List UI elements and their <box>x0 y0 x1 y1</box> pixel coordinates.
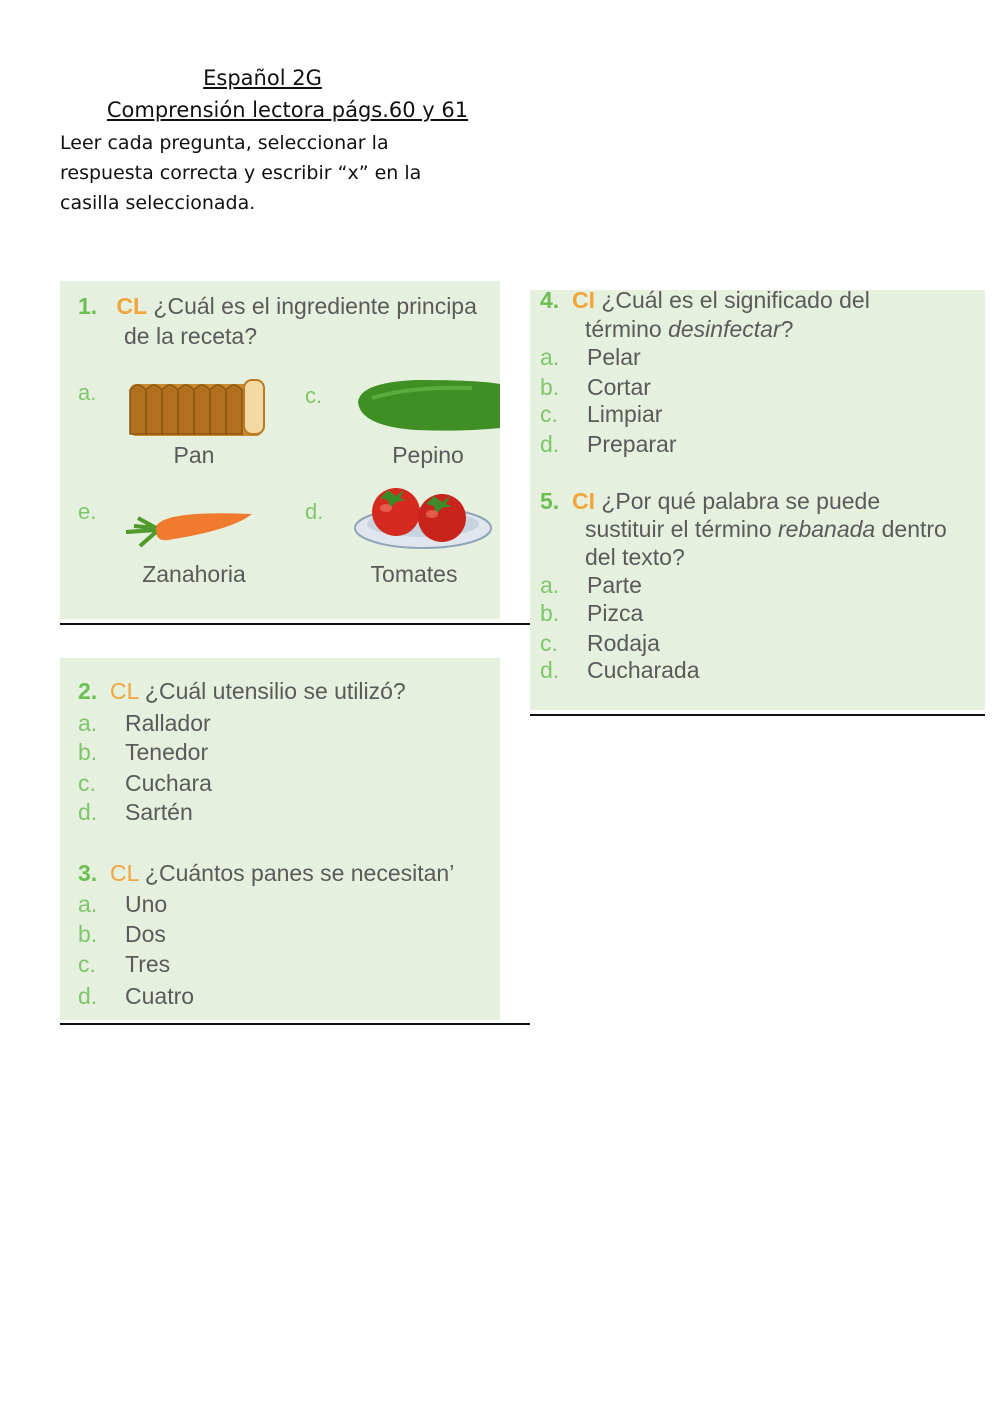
option-label: Dos <box>125 921 166 947</box>
emphasized-term: rebanada <box>778 516 876 542</box>
option-letter: c. <box>540 630 558 656</box>
option <box>540 343 641 371</box>
tomatoes-icon <box>354 484 492 556</box>
option-letter: e. <box>78 499 97 524</box>
option-label: Pelar <box>587 344 641 370</box>
option-label: Tomates <box>370 561 458 587</box>
option <box>78 920 166 948</box>
option-label: Uno <box>125 891 168 917</box>
question-4-text <box>540 286 870 314</box>
bread-icon <box>126 376 266 438</box>
option <box>540 400 662 428</box>
option-label: Limpiar <box>587 401 663 427</box>
option <box>78 769 212 797</box>
question-number: 3. <box>78 860 98 886</box>
option-label: Pizca <box>587 600 644 626</box>
option-label: Cuatro <box>125 983 195 1009</box>
option-label: Tres <box>125 951 171 977</box>
text-segment: ? <box>780 316 794 342</box>
option-letter: a. <box>78 891 98 917</box>
question-line-1: ¿Cuántos panes se necesitan’ <box>144 860 455 886</box>
option-letter: d. <box>540 657 560 683</box>
option <box>78 798 193 826</box>
question-1-text <box>78 292 500 320</box>
worksheet-header <box>60 62 469 218</box>
option-label: Tenedor <box>125 739 209 765</box>
question-3-text <box>78 859 500 887</box>
option-letter: a. <box>78 710 98 736</box>
option <box>78 709 211 737</box>
question-5-text <box>540 487 880 515</box>
question-number: 5. <box>540 488 560 514</box>
option-label: Pepino <box>392 442 464 468</box>
option <box>540 629 660 657</box>
question-line-1: ¿Por qué palabra se puede <box>601 488 881 514</box>
question-5-line-3: del texto? <box>585 544 685 570</box>
page-subtitle: Comprensión lectora págs.60 y 61 <box>106 98 469 122</box>
question-number: 2. <box>78 678 98 704</box>
option-letter: b. <box>540 600 560 626</box>
option-letter: c. <box>78 951 96 977</box>
option-letter: d. <box>540 431 560 457</box>
option-letter: b. <box>78 921 98 947</box>
option-label: Rodaja <box>587 630 660 656</box>
option-label: Cuchara <box>125 770 212 796</box>
cucumber-icon <box>352 378 500 432</box>
question-line-1: ¿Cuál es el significado del <box>601 287 870 313</box>
question-line-1: ¿Cuál es el ingrediente principa <box>153 293 477 319</box>
option-letter: c. <box>540 401 558 427</box>
text-segment: dentro <box>875 516 947 542</box>
question-number: 4. <box>540 287 560 313</box>
carrot-icon <box>120 506 256 548</box>
option <box>78 982 194 1010</box>
option-label: Cortar <box>587 374 651 400</box>
option-letter: b. <box>78 739 98 765</box>
page-title: Español 2G <box>203 66 322 90</box>
option-label: Pan <box>173 442 215 468</box>
option-letter: b. <box>540 374 560 400</box>
option-letter: d. <box>78 799 98 825</box>
option-label: Zanahoria <box>142 561 246 587</box>
question-4-line-2 <box>585 315 793 343</box>
option-label: Rallador <box>125 710 211 736</box>
question-line-1: ¿Cuál utensilio se utilizó? <box>144 678 406 704</box>
option-letter: c. <box>305 383 323 408</box>
option-label: Parte <box>587 572 642 598</box>
question-2-text <box>78 677 406 705</box>
option-letter: c. <box>78 770 96 796</box>
option <box>540 571 642 599</box>
option-label: Sartén <box>125 799 193 825</box>
text-segment: sustituir el término <box>585 516 779 542</box>
option-letter: a. <box>78 380 97 405</box>
skill-code: CI <box>571 488 595 514</box>
question-1-line-2: de la receta? <box>124 323 257 349</box>
text-segment: término <box>585 316 669 342</box>
skill-code: CL <box>109 678 139 704</box>
option <box>78 950 170 978</box>
divider <box>60 623 530 625</box>
question-number: 1. <box>78 293 98 319</box>
option <box>540 599 643 627</box>
emphasized-term: desinfectar <box>668 316 781 342</box>
divider <box>60 1023 530 1025</box>
option <box>540 656 700 684</box>
option <box>78 738 208 766</box>
instructions-text: Leer cada pregunta, seleccionar la respuesta correcta y escribir “x” en la casilla seleccionada. <box>60 132 422 214</box>
option-label: Preparar <box>587 431 677 457</box>
option <box>540 373 651 401</box>
skill-code: CL <box>109 860 139 886</box>
option <box>78 890 167 918</box>
option-label: Cucharada <box>587 657 700 683</box>
question-5-line-2 <box>585 515 947 543</box>
option-letter: d. <box>305 499 324 524</box>
option-letter: d. <box>78 983 98 1009</box>
option <box>540 430 676 458</box>
divider <box>530 714 985 716</box>
option-letter: a. <box>540 572 560 598</box>
skill-code: CI <box>571 287 595 313</box>
skill-code: CL <box>116 293 148 319</box>
option-letter: a. <box>540 344 560 370</box>
